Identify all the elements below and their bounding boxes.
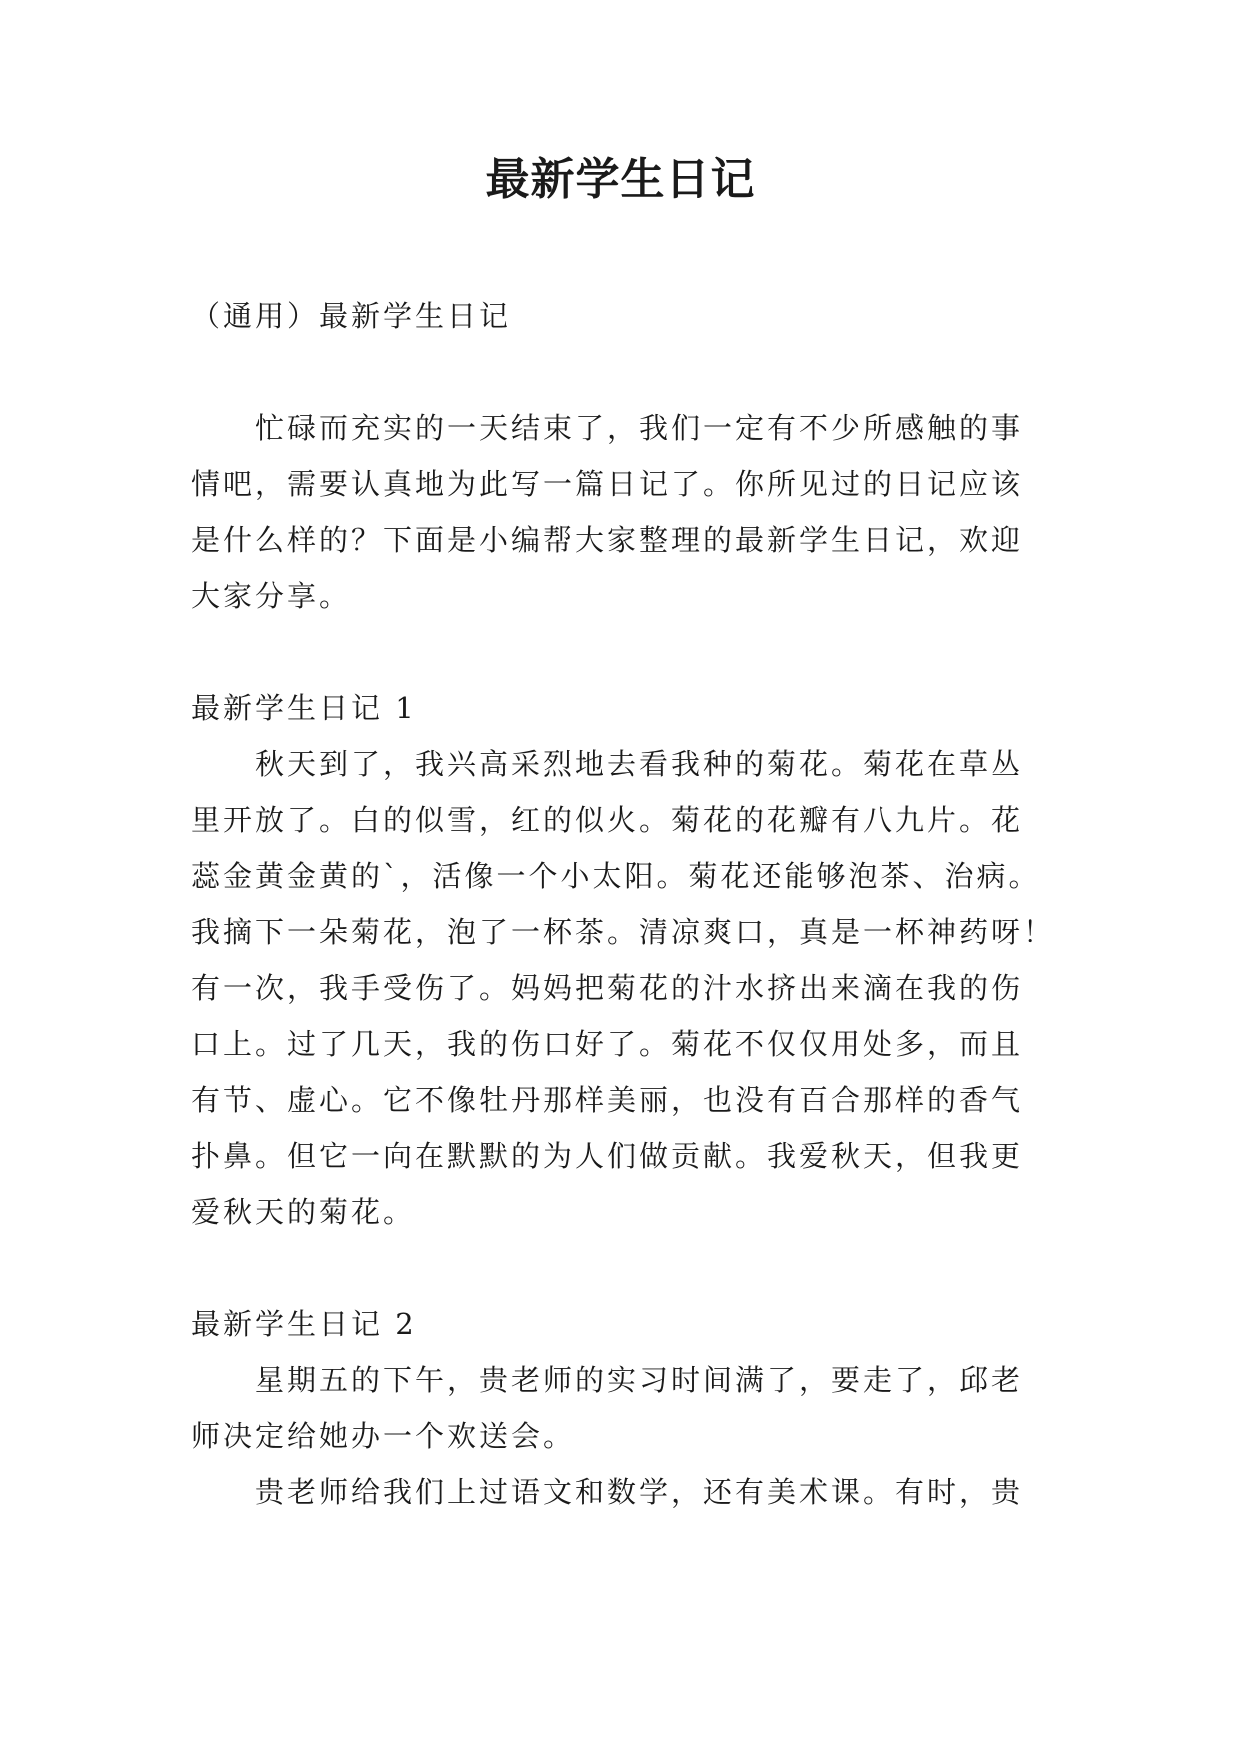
text-line: 师决定给她办一个欢送会。 bbox=[191, 1419, 576, 1453]
spacer bbox=[191, 1240, 1049, 1296]
intro-paragraph bbox=[191, 400, 1049, 624]
text-line: 贵老师给我们上过语文和数学，还有美术课。有时，贵 bbox=[191, 1475, 1024, 1509]
text-line: 有一次，我手受伤了。妈妈把菊花的汁水挤出来滴在我的伤 bbox=[191, 971, 1024, 1005]
spacer bbox=[191, 344, 1049, 400]
entry-heading: 最新学生日记 2 bbox=[191, 1307, 417, 1341]
document-title: 最新学生日记 bbox=[485, 154, 756, 205]
text-line: 大家分享。 bbox=[191, 579, 352, 613]
document-body bbox=[191, 288, 1056, 1520]
text-line: 爱秋天的菊花。 bbox=[191, 1195, 416, 1229]
text-line: 秋天到了，我兴高采烈地去看我种的菊花。菊花在草丛 bbox=[191, 747, 1024, 781]
spacer bbox=[191, 624, 1049, 680]
text-line: 忙碌而充实的一天结束了，我们一定有不少所感触的事 bbox=[191, 411, 1024, 445]
text-line: 扑鼻。但它一向在默默的为人们做贡献。我爱秋天，但我更 bbox=[191, 1139, 1024, 1173]
text-line: 蕊金黄金黄的`，活像一个小太阳。菊花还能够泡茶、治病。 bbox=[191, 859, 1041, 893]
text-line: 星期五的下午，贵老师的实习时间满了，要走了，邱老 bbox=[191, 1363, 1024, 1397]
entry-heading: 最新学生日记 1 bbox=[191, 691, 417, 725]
text-line: 情吧，需要认真地为此写一篇日记了。你所见过的日记应该 bbox=[191, 467, 1024, 501]
text-line: 是什么样的？下面是小编帮大家整理的最新学生日记，欢迎 bbox=[191, 523, 1024, 557]
text-line: 有节、虚心。它不像牡丹那样美丽，也没有百合那样的香气 bbox=[191, 1083, 1024, 1117]
diary-entry-2 bbox=[191, 1296, 1049, 1520]
text-line: 我摘下一朵菊花，泡了一杯茶。清凉爽口，真是一杯神药呀！ bbox=[191, 915, 1056, 949]
text-line: 里开放了。白的似雪，红的似火。菊花的花瓣有八九片。花 bbox=[191, 803, 1024, 837]
text-line: 口上。过了几天，我的伤口好了。菊花不仅仅用处多，而且 bbox=[191, 1027, 1024, 1061]
subtitle: （通用）最新学生日记 bbox=[191, 299, 512, 333]
diary-entry-1 bbox=[191, 680, 1056, 1240]
